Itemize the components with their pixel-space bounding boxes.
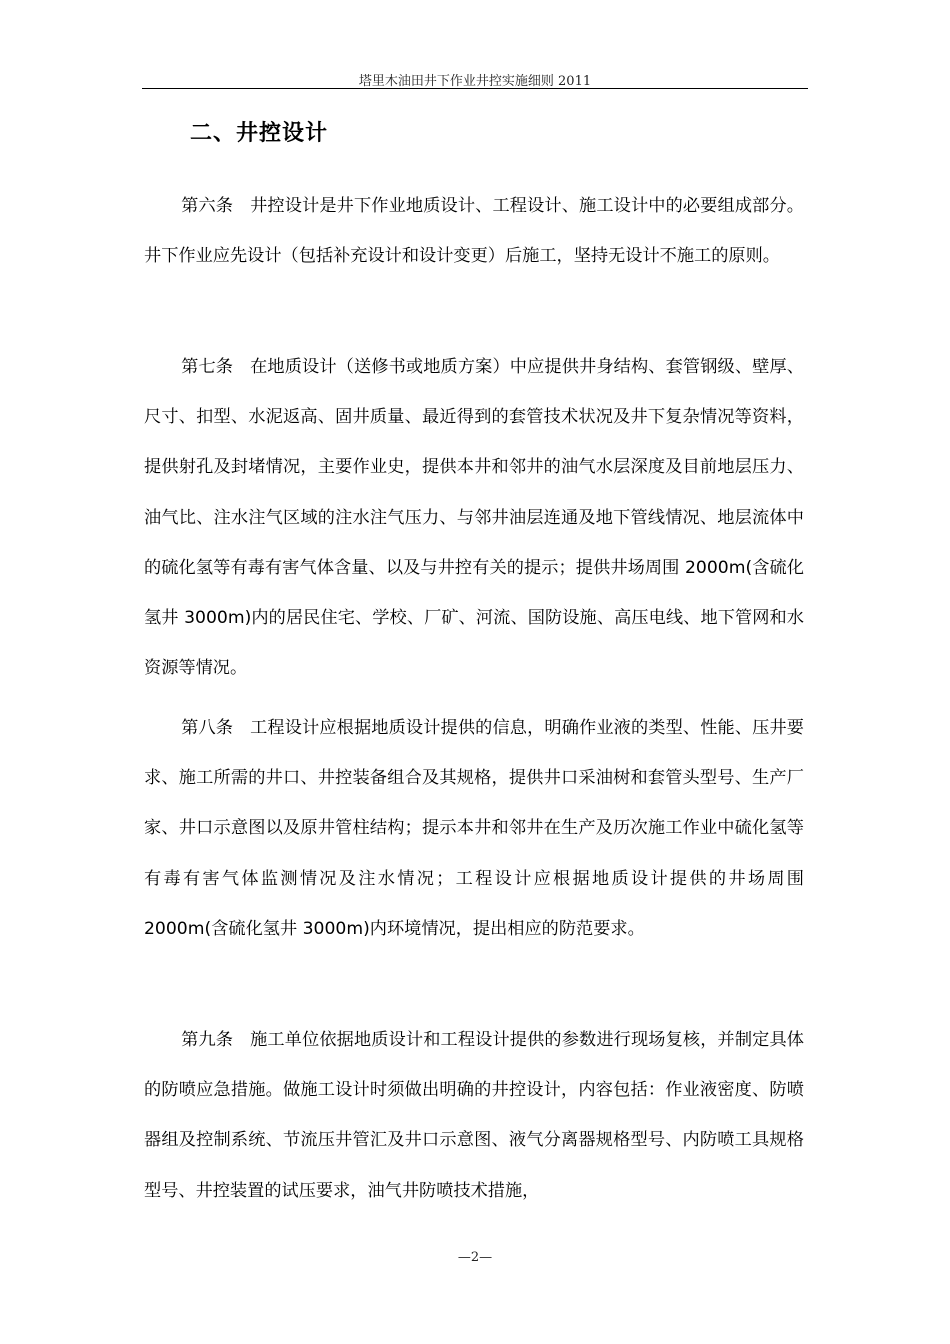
article-9-text: 施工单位依据地质设计和工程设计提供的参数进行现场复核，并制定具体的防喷应急措施。做施工设计时须做出明确的井控设计，内容包括：作业液密度、防喷器组及控制系统、节流压井管汇及井口示意图、液气分离器规格型号、内防喷工具规格型号、井控装置的试压要求，油气井防喷技术措施， — [144, 1030, 804, 1201]
article-7-number: 第七条 — [181, 357, 234, 377]
article-6-text: 井控设计是井下作业地质设计、工程设计、施工设计中的必要组成部分。井下作业应先设计（包括补充设计和设计变更）后施工，坚持无设计不施工的原则。 — [144, 196, 804, 267]
running-header: 塔里木油田井下作业井控实施细则 2011 — [358, 74, 592, 89]
article-6 — [144, 181, 804, 281]
article-8-text: 工程设计应根据地质设计提供的信息，明确作业液的类型、性能、压井要求、施工所需的井口、井控装备组合及其规格，提供井口采油树和套管头型号、生产厂家、井口示意图以及原井管柱结构；提示本井和邻井在生产及历次施工作业中硫化氢等有毒有害气体监测情况及注水情况；工程设计应根据地质设计提供的井场周围 2000m(含硫化氢井 3000m)内环境情况，提出相应的防范要求。 — [144, 718, 804, 939]
article-8 — [144, 703, 804, 954]
article-9-number: 第九条 — [181, 1030, 234, 1050]
page-number: —2— — [457, 1250, 493, 1265]
article-8-number: 第八条 — [181, 718, 234, 738]
article-9 — [144, 1015, 804, 1216]
article-7-text: 在地质设计（送修书或地质方案）中应提供井身结构、套管钢级、壁厚、尺寸、扣型、水泥返高、固井质量、最近得到的套管技术状况及井下复杂情况等资料，提供射孔及封堵情况，主要作业史，提供本井和邻井的油气水层深度及目前地层压力、油气比、注水注气区域的注水注气压力、与邻井油层连通及地下管线情况、地层流体中的硫化氢等有毒有害气体含量、以及与井控有关的提示；提供井场周围 2000m(含硫化氢井 3000m)内的居民住宅、学校、厂矿、河流、国防设施、高压电线、地下管网和水资源等情况。 — [144, 357, 804, 679]
article-7 — [144, 342, 804, 693]
article-6-number: 第六条 — [181, 196, 234, 216]
header-rule — [142, 88, 808, 89]
section-title: 二、井控设计 — [190, 121, 329, 146]
